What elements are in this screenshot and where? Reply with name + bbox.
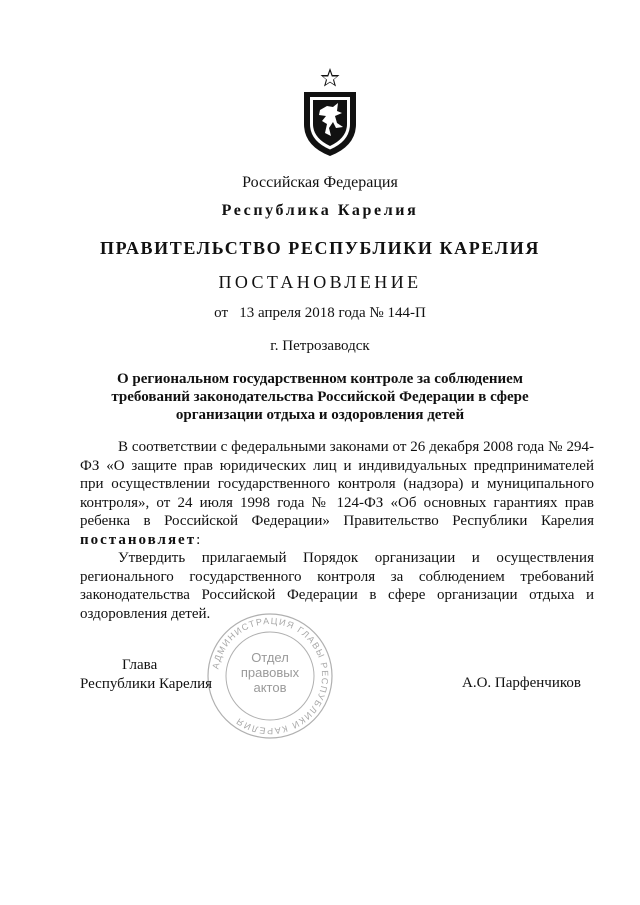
- stamp-line: Отдел: [251, 650, 289, 665]
- position-line: Республики Карелия: [80, 676, 213, 692]
- stamp-line: правовых: [240, 665, 300, 680]
- signatory-name: А.О. Парфенчиков: [462, 675, 581, 691]
- decree-title-line: требований законодательства Российской Федерации в сфере: [111, 389, 529, 405]
- decree-title: [100, 370, 540, 424]
- decides-word: постановляет: [80, 531, 197, 548]
- stamp-center-text: [206, 650, 334, 695]
- decree-date-number: от 13 апреля 2018 года № 144-П: [214, 305, 426, 321]
- federation-name: Российская Федерация: [242, 174, 398, 191]
- resolution-paragraph: Утвердить прилагаемый Порядок организации и осуществления регионального государственного контроля за соблюдением требований законодательства Российской Федерации в сфере организации отдыха и оздоровления детей.: [80, 550, 594, 622]
- decree-title-line: О региональном государственном контроле за соблюдением: [116, 371, 524, 387]
- decree-body: [80, 438, 594, 623]
- stamp-line: актов: [253, 680, 287, 695]
- document-type: ПОСТАНОВЛЕНИЕ: [218, 272, 422, 292]
- stamp-ring-text: АДМИНИСТРАЦИЯ ГЛАВЫ РЕСПУБЛИКИ КАРЕЛИЯ: [210, 615, 331, 737]
- republic-name: Республика Карелия: [221, 202, 419, 219]
- preamble-paragraph: [80, 438, 594, 549]
- city-name: г. Петрозаводск: [270, 338, 370, 354]
- government-name: ПРАВИТЕЛЬСТВО РЕСПУБЛИКИ КАРЕЛИЯ: [100, 238, 540, 258]
- karelia-coat-of-arms-icon: [300, 66, 360, 158]
- signatory-position: [80, 656, 212, 694]
- position-line: Глава: [122, 657, 158, 673]
- decree-title-line: организации отдыха и оздоровления детей: [175, 407, 465, 423]
- preamble-punctuation: :: [196, 531, 201, 548]
- preamble-text: В соответствии с федеральными законами от 26 декабря 2008 года № 294-ФЗ «О защите прав юридических лиц и индивидуальных предпринимателей при осуществлении государственного контроля (надзора) и муниципального контроля», от 24 июля 1998 года № 124-ФЗ «Об основных гарантиях прав ребенка в Российской Федерации» Правительство Республики Карелия: [80, 439, 594, 529]
